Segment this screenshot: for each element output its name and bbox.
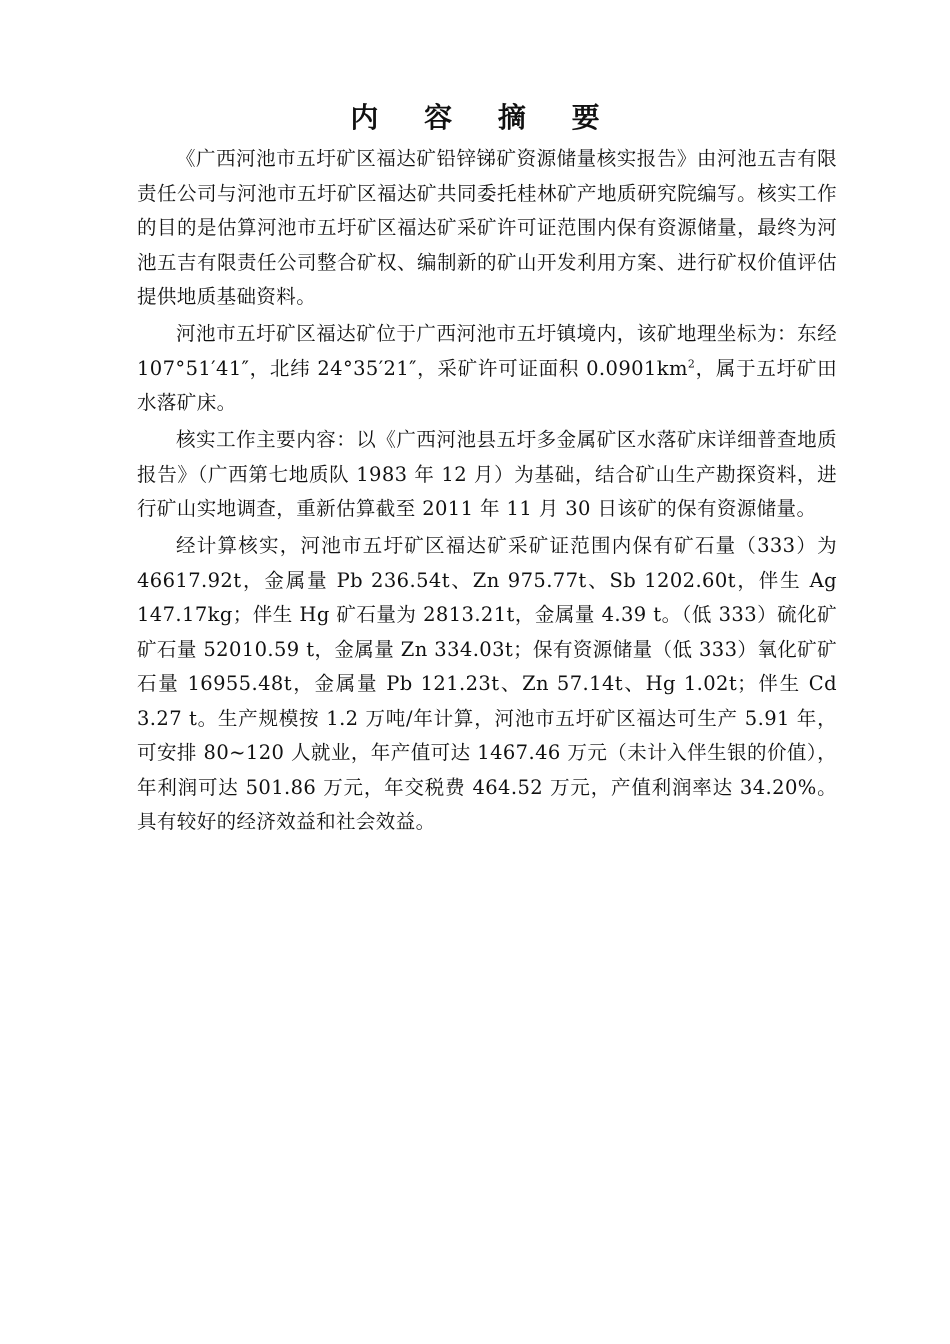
paragraph-results: 经计算核实，河池市五圩矿区福达矿采矿证范围内保有矿石量（333）为 46617.92t，金属量 Pb 236.54t、Zn 975.77t、Sb 1202.60t，伴生 Ag 147.17kg；伴生 Hg 矿石量为 2813.21t，金属量 4.39 t。（低 333）硫化矿矿石量 52010.59 t，金属量 Zn 334.03t；保有资源储量（低 333）氧化矿矿石量 16955.48t，金属量 Pb 121.23t、Zn 57.14t、Hg 1.02t；伴生 Cd 3.27 t。生产规模按 1.2 万吨/年计算，河池市五圩矿区福达可生产 5.91 年，可安排 80~120 人就业，年产值可达 1467.46 万元（未计入伴生银的价值），年利润可达 501.86 万元，年交税费 464.52 万元，产值利润率达 34.20%。具有较好的经济效益和社会效益。: [137, 534, 837, 833]
document-body: [137, 142, 837, 842]
location-text-end: ，属于五圩矿田水落矿床。: [137, 356, 837, 414]
paragraph-work-content: 核实工作主要内容：以《广西河池县五圩多金属矿区水落矿床详细普查地质报告》（广西第七地质队 1983 年 12 月）为基础，结合矿山生产勘探资料，进行矿山实地调查，重新估算截至 2011 年 11 月 30 日该矿的保有资源储量。: [137, 428, 837, 520]
area-unit-superscript: 2: [687, 357, 696, 370]
location-text: 河池市五圩矿区福达矿位于广西河池市五圩镇境内，该矿地理坐标为：东经 107°51′41″，北纬 24°35′21″，采矿许可证面积 0.0901km: [137, 322, 837, 380]
paragraph-location: [137, 317, 837, 421]
page-title: 内 容 摘 要: [350, 101, 618, 134]
paragraph-overview: 《广西河池市五圩矿区福达矿铅锌锑矿资源储量核实报告》由河池五吉有限责任公司与河池市五圩矿区福达矿共同委托桂林矿产地质研究院编写。核实工作的目的是估算河池市五圩矿区福达矿采矿许可证范围内保有资源储量，最终为河池五吉有限责任公司整合矿权、编制新的矿山开发利用方案、进行矿权价值评估提供地质基础资料。: [137, 147, 837, 308]
